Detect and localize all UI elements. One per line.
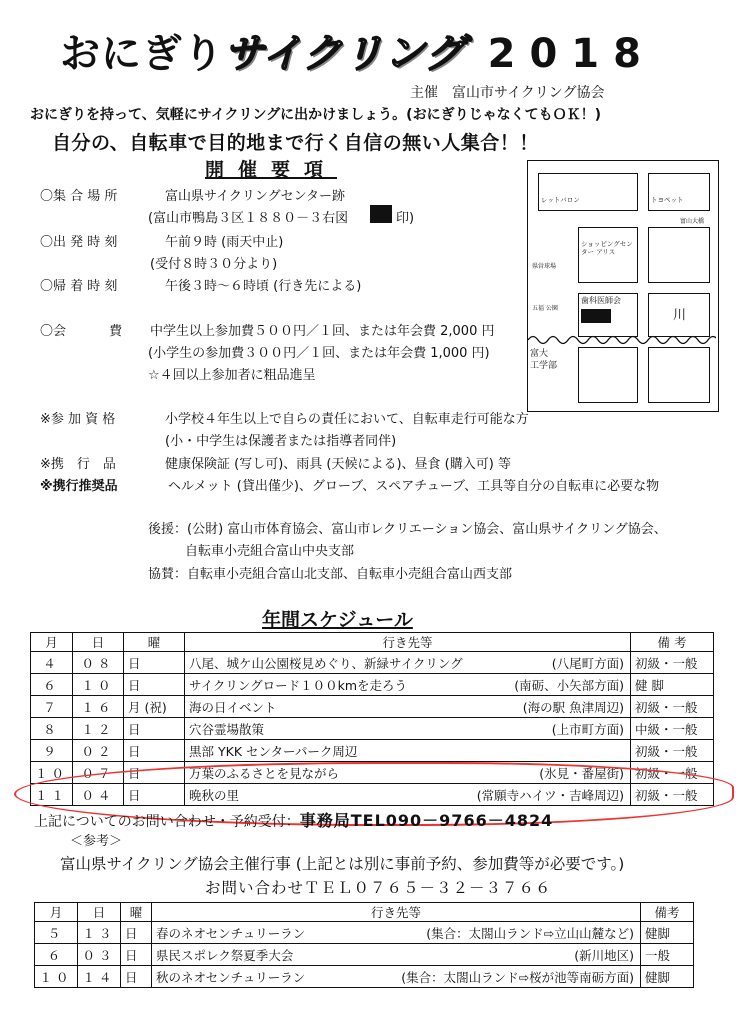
page-title xyxy=(60,22,655,79)
table-row: ５ １３ 日 春のネオセンチュリーラン (集合：太閤山ランド⇨立山山麓など) 健脚 xyxy=(35,922,694,944)
contact-phone: 事務局TEL090－9766－4824 xyxy=(299,811,554,830)
guide-heading: 開催要項 xyxy=(205,159,338,181)
reference-phone: お問い合わせＴＥＬ０７６５－３２－３７６６ xyxy=(205,879,552,897)
table-row: １０ ０７ 日 万葉のふるさとを見ながら (氷見・番屋街) 初級・一般 xyxy=(31,762,714,784)
redacted-mark xyxy=(370,205,392,223)
map-label-bridge: 富山大橋 xyxy=(680,218,705,225)
table-row: １０ １４ 日 秋のネオセンチュリーラン (集合：太閤山ランド⇨桜が池等南砺方面) 健脚 xyxy=(35,966,694,988)
support-line: 後援：(公財) 富山市体育協会、富山市レクリエーション協会、富山県サイクリング協会、 xyxy=(148,522,667,537)
map-block-alice: ショッピングセンター アリス xyxy=(578,227,638,283)
support-line-2: 自転車小売組合富山中央支部 xyxy=(185,544,355,559)
map-redacted-block xyxy=(581,309,611,323)
reference-title: 富山県サイクリング協会主催行事 (上記とは別に事前予約、参加費等が必要です。) xyxy=(60,855,625,873)
intro-line-1: おにぎりを持って、気軽にサイクリングに出かけましょう。(おにぎりじゃなくてもＯＫ！) xyxy=(30,107,601,123)
table-row: ９ ０２ 日 黒部 YKK センターパーク周辺 初級・一般 xyxy=(31,740,714,762)
table-row: ６ １０ 日 サイクリングロード１００kmを走ろう (南砺、小矢部方面) 健 脚 xyxy=(31,674,714,696)
schedule-heading: 年間スケジュール xyxy=(262,609,413,631)
map-block-empty xyxy=(648,227,710,283)
intro-line-2: 自分の、自転車で目的地まで行く自信の無い人集合！！ xyxy=(52,132,539,154)
map-block-toyopet: トヨペット xyxy=(648,173,710,211)
title-cycling: サイクリング xyxy=(224,31,466,77)
map-river-line xyxy=(528,333,716,347)
table-row: ４ ０８ 日 八尾、城ケ山公園桜見めぐり、新緑サイクリング (八尾町方面) 初級・一般 xyxy=(31,652,714,674)
map-label-park: 五福 公園 xyxy=(532,305,558,312)
organizer: 主催 富山市サイクリング協会 xyxy=(410,85,605,101)
map-block-university: 富大 工学部 xyxy=(530,349,558,371)
reference-label: ＜参考＞ xyxy=(70,834,123,849)
table-row: ８ １２ 日 穴谷霊場散策 (上市町方面) 中級・一般 xyxy=(31,718,714,740)
table-row: ６ ０３ 日 県民スポレク祭夏季大会 (新川地区) 一般 xyxy=(35,944,694,966)
schedule-header-row: 月 日 曜 行き先等 備 考 xyxy=(31,633,714,652)
reference-table xyxy=(34,902,694,988)
map-block-lower-1 xyxy=(578,347,638,403)
map-block-river: 川 xyxy=(648,293,710,337)
title-year: 2018 xyxy=(487,31,655,77)
title-onigiri: おにぎり xyxy=(60,31,224,77)
map-block-dental: 歯科医師会 xyxy=(578,293,638,337)
table-row: ７ １６ 月 (祝) 海の日イベント (海の駅 魚津周辺) 初級・一般 xyxy=(31,696,714,718)
sponsor-line: 協賛：自転車小売組合富山北支部、自転車小売組合富山西支部 xyxy=(148,567,513,582)
table-row: １１ ０４ 日 晩秋の里 (常願寺ハイツ・吉峰周辺) 初級・一般 xyxy=(31,784,714,806)
map-block-lower-2 xyxy=(648,347,710,403)
reference-header-row: 月 日 曜 行き先等 備考 xyxy=(35,903,694,922)
map-block-redbaron: レットバロン xyxy=(538,173,638,211)
map-label-stadium: 県営球場 xyxy=(532,263,557,270)
venue-map xyxy=(527,160,719,412)
contact-line: 上記についてのお問い合わせ・予約受付：事務局TEL090－9766－4824 xyxy=(34,811,554,830)
